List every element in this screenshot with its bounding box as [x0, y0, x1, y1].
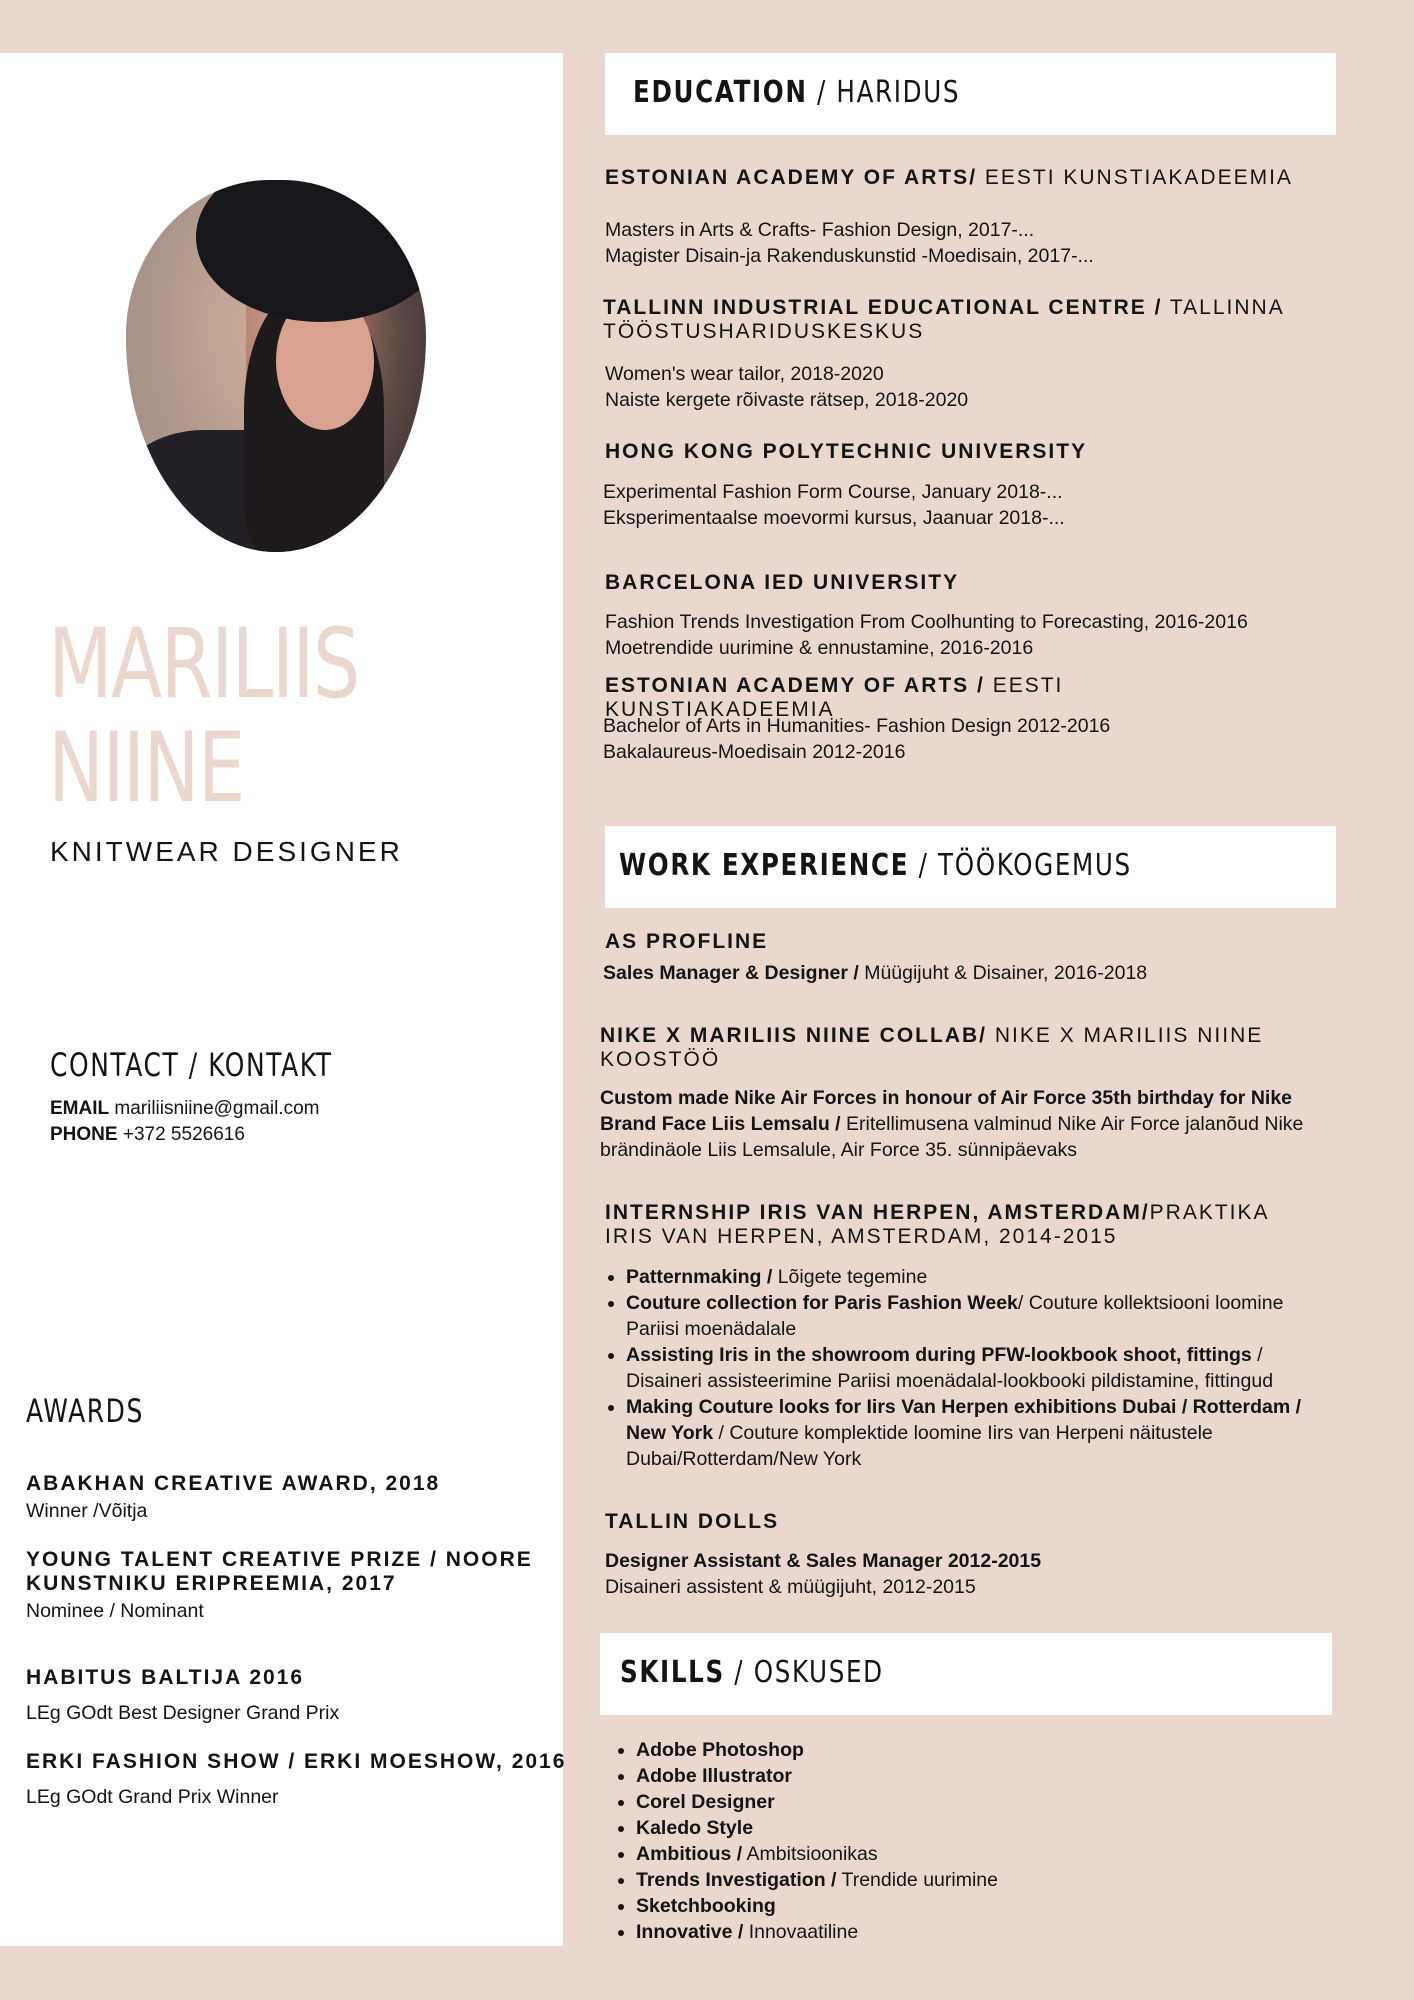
work-company: INTERNSHIP IRIS VAN HERPEN, AMSTERDAM/PRAKTIKA IRIS VAN HERPEN, AMSTERDAM, 2014-2015: [605, 1201, 1269, 1248]
contact-phone: PHONE +372 5526616: [50, 1124, 245, 1145]
edu-line: Bakalaureus-Moedisain 2012-2016: [603, 741, 906, 763]
edu-line: Women's wear tailor, 2018-2020: [605, 363, 884, 385]
list-item: • Adobe Photoshop: [636, 1737, 1314, 1763]
list-item: • Innovative / Innovaatiline: [636, 1919, 1314, 1945]
award-title: HABITUS BALTIJA 2016: [26, 1666, 305, 1689]
list-item: • Patternmaking / Lõigete tegemine: [626, 1264, 1324, 1290]
work-header: WORK EXPERIENCE / TÖÖKOGEMUS: [605, 826, 1336, 908]
work-role: Disaineri assistent & müügijuht, 2012-2015: [605, 1576, 976, 1598]
award-title: ABAKHAN CREATIVE AWARD, 2018: [26, 1472, 441, 1495]
list-item: • Sketchbooking: [636, 1893, 1314, 1919]
profile-photo: [126, 180, 426, 552]
awards-heading: AWARDS: [26, 1392, 144, 1430]
education-header: EDUCATION / HARIDUS: [605, 53, 1336, 135]
email-link[interactable]: mariliisniine@gmail.com: [114, 1098, 320, 1119]
edu-line: Eksperimentaalse moevormi kursus, Jaanuar 2018-...: [603, 507, 1065, 529]
edu-line: Experimental Fashion Form Course, January 2018-...: [603, 481, 1063, 503]
award-detail: LEg GOdt Best Designer Grand Prix: [26, 1702, 340, 1724]
list-item: • Ambitious / Ambitsioonikas: [636, 1841, 1314, 1867]
work-description: Custom made Nike Air Forces in honour of Air Force 35th birthday for Nike Brand Face Liis Lemsalu / Eritellimusena valminud Nike Air Force jalanõud Nike brändinäole Liis Lemsalule, Air Force 35. sünnipäevaks: [600, 1087, 1304, 1161]
contact-heading: CONTACT / KONTAKT: [50, 1046, 333, 1084]
list-item: • Corel Designer: [636, 1789, 1314, 1815]
work-company: AS PROFLINE: [605, 930, 769, 953]
work-company: NIKE X MARILIIS NIINE COLLAB/ NIKE X MARILIIS NIINE KOOSTÖÖ: [600, 1024, 1264, 1071]
work-role: Designer Assistant & Sales Manager 2012-2015: [605, 1550, 1042, 1572]
skills-list: [614, 1737, 1314, 1945]
profile-title: KNITWEAR DESIGNER: [50, 836, 403, 867]
award-title: YOUNG TALENT CREATIVE PRIZE / NOORE KUNSTNIKU ERIPREEMIA, 2017: [26, 1548, 533, 1595]
award-detail: LEg GOdt Grand Prix Winner: [26, 1786, 279, 1808]
list-item: • Kaledo Style: [636, 1815, 1314, 1841]
award-detail: Winner /Võitja: [26, 1500, 148, 1522]
list-item: • Adobe Illustrator: [636, 1763, 1314, 1789]
iris-bullets: [604, 1264, 1324, 1472]
edu-line: Naiste kergete rõivaste rätsep, 2018-2020: [605, 389, 969, 411]
list-item: • Assisting Iris in the showroom during PFW-lookbook shoot, fittings / Disaineri assisteerimine Pariisi moenädalal-lookbooki pildistamine, fittingud: [626, 1342, 1324, 1394]
edu-school-name: ESTONIAN ACADEMY OF ARTS / EESTI KUNSTIAKADEEMIA: [605, 674, 1064, 721]
edu-school-name: HONG KONG POLYTECHNIC UNIVERSITY: [605, 440, 1088, 463]
edu-line: Magister Disain-ja Rakenduskunstid -Moedisain, 2017-...: [605, 245, 1094, 267]
list-item: • Making Couture looks for Iirs Van Herpen exhibitions Dubai / Rotterdam / New York / Couture komplektide loomine Iirs van Herpeni näitustele Dubai/Rotterdam/New York: [626, 1394, 1324, 1472]
work-role: Sales Manager & Designer / Müügijuht & Disainer, 2016-2018: [603, 962, 1148, 984]
edu-line: Bachelor of Arts in Humanities- Fashion Design 2012-2016: [603, 715, 1111, 737]
skills-header: SKILLS / OSKUSED: [600, 1633, 1332, 1715]
contact-email: EMAIL mariliisniine@gmail.com: [50, 1098, 320, 1119]
edu-line: Moetrendide uurimine & ennustamine, 2016-2016: [605, 637, 1034, 659]
edu-school-name: ESTONIAN ACADEMY OF ARTS/ EESTI KUNSTIAKADEEMIA: [605, 166, 1293, 189]
edu-school-name: BARCELONA IED UNIVERSITY: [605, 571, 960, 594]
edu-line: Masters in Arts & Crafts- Fashion Design, 2017-...: [605, 219, 1035, 241]
edu-line: Fashion Trends Investigation From Coolhunting to Forecasting, 2016-2016: [605, 611, 1248, 633]
work-company: TALLIN DOLLS: [605, 1510, 780, 1533]
award-title: ERKI FASHION SHOW / ERKI MOESHOW, 2016: [26, 1750, 567, 1773]
list-item: • Trends Investigation / Trendide uurimine: [636, 1867, 1314, 1893]
edu-school-name: TALLINN INDUSTRIAL EDUCATIONAL CENTRE / TALLINNA TÖÖSTUSHARIDUSKESKUS: [603, 296, 1284, 343]
list-item: • Couture collection for Paris Fashion Week/ Couture kollektsiooni loomine Pariisi moenädalale: [626, 1290, 1324, 1342]
award-detail: Nominee / Nominant: [26, 1600, 204, 1622]
profile-name: MARILIIS NIINE: [48, 608, 359, 824]
